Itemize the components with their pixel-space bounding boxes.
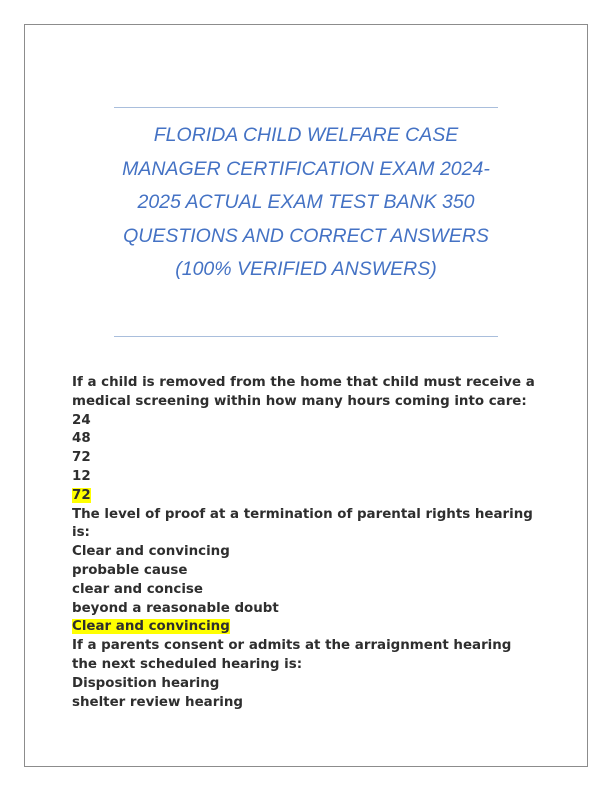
answer-option: Clear and convincing: [72, 544, 230, 560]
answer-option: 12: [72, 468, 91, 484]
answer-option: beyond a reasonable doubt: [72, 600, 279, 616]
correct-answer-highlight: 72: [72, 487, 91, 503]
question-text: is:: [72, 525, 90, 541]
title-bottom-rule: [114, 336, 498, 337]
question-text: the next scheduled hearing is:: [72, 656, 303, 672]
question-text: The level of proof at a termination of parental rights hearing: [72, 506, 533, 522]
title-line: FLORIDA CHILD WELFARE CASE: [153, 124, 459, 146]
answer-option: probable cause: [72, 562, 188, 578]
answer-option: 72: [72, 450, 91, 466]
answer-option: clear and concise: [72, 581, 203, 597]
answer-option: Disposition hearing: [72, 675, 220, 691]
question-text: If a parents consent or admits at the arraignment hearing: [72, 638, 512, 654]
correct-answer-highlight: Clear and convincing: [72, 619, 230, 635]
answer-option: 24: [72, 412, 91, 428]
title-line: (100% VERIFIED ANSWERS): [175, 258, 437, 280]
question-list: [72, 374, 552, 712]
document-title: [100, 119, 512, 287]
question-text: If a child is removed from the home that child must receive a: [72, 375, 535, 390]
title-line: QUESTIONS AND CORRECT ANSWERS: [123, 224, 489, 247]
title-line: MANAGER CERTIFICATION EXAM 2024-: [122, 157, 490, 180]
title-line: 2025 ACTUAL EXAM TEST BANK 350: [137, 191, 475, 213]
answer-option: shelter review hearing: [72, 694, 244, 710]
answer-option: 48: [72, 431, 91, 447]
title-top-rule: [114, 107, 498, 108]
question-text: medical screening within how many hours coming into care:: [72, 393, 527, 409]
